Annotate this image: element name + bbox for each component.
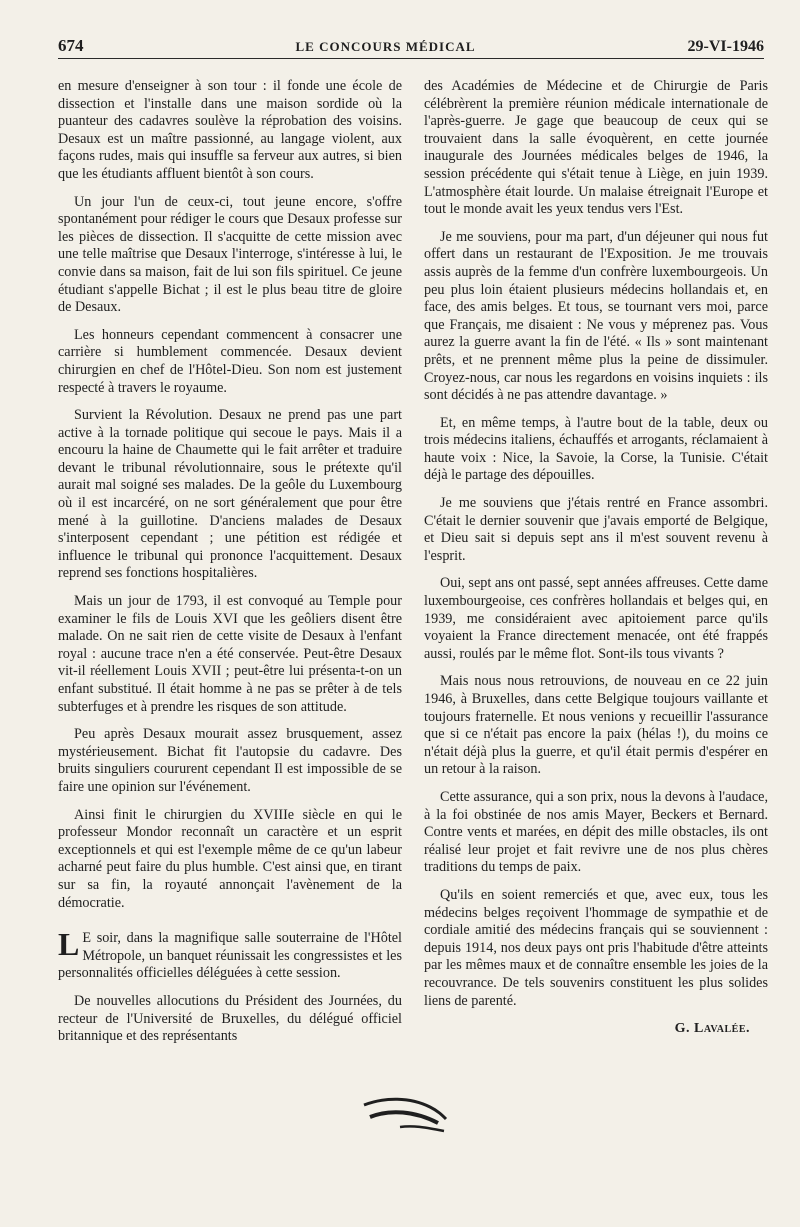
left-column xyxy=(58,78,402,1056)
issue-date: 29-VI-1946 xyxy=(687,38,764,55)
right-column xyxy=(424,78,768,1038)
ornament-flourish-icon xyxy=(360,1095,450,1135)
paragraph: Qu'ils en soient remerciés et que, avec eux, tous les médecins belges reçoivent l'hommage de sympathie et de cordiale amitié des médecins français qui se souviennent : depuis 1914, nos deux pays ont pris l'habitude d'être atteints par les mêmes maux et de connaître ensemble les joies de la recouvrance. De tels souvenirs constituent les plus solides liens de parenté. xyxy=(424,886,768,1009)
paragraph-text: E soir, dans la magnifique salle souterraine de l'Hôtel Métropole, un banquet réunissait les congressistes et les personnalités officielles déléguées à cette session. xyxy=(58,930,402,982)
paragraph: Mais un jour de 1793, il est convoqué au Temple pour examiner le fils de Louis XVI que les geôliers disent être malade. On ne sait rien de cette visite de Desaux à l'enfant royal : aucune trace n'en a été conservée. Peut-être Desaux vit-il réellement Louis XVII ; peut-être lui présenta-t-on un enfant substitué. Il était homme à ne pas se prêter à de tels subterfuges et à prendre les risques de son attitude. xyxy=(58,593,402,715)
paragraph: Je me souviens que j'étais rentré en France assombri. C'était le dernier souvenir que j'avais emporté de Belgique, et Dieu sait si depuis sept ans il m'est souvent revenu à l'esprit. xyxy=(424,495,768,564)
paragraph: Peu après Desaux mourait assez brusquement, assez mystérieusement. Bichat fit l'autopsie du cadavre. Des bruits singuliers coururent cependant Il est impossible de se faire une opinion sur l'événement. xyxy=(58,726,402,795)
paragraph: Les honneurs cependant commencent à consacrer une carrière si humblement commencée. Desaux devient chirurgien en chef de l'Hôtel-Dieu. Son nom est justement respecté à travers le royaume. xyxy=(58,326,402,396)
paragraph: Je me souviens, pour ma part, d'un déjeuner qui nous fut offert dans un restaurant de l'Exposition. Je me trouvais assis auprès de la femme d'un confrère luxembourgeois. Un peu plus loin étaient plusieurs médecins hollandais et, en face, des amis belges. Et tous, se tournant vers moi, parce que Français, me disaient : Ne vous y méprenez pas. Vous aurez la guerre avant la fin de l'été. « Ils » sont maintenant prêts, et ne prennent même plus la peine de dissimuler. Croyez-nous, car nous les regardons en voisins inquiets : ils sont décidés à ne pas attendre davantage. » xyxy=(424,228,768,404)
paragraph: Oui, sept ans ont passé, sept années affreuses. Cette dame luxembourgeoise, ces confrères hollandais et belges qui, en 1939, me considéraient avec apitoiement parce qu'ils voyaient la France directement menacée, ont été frappés aussi, roulés par le même flot. Sont-ils tous vivants ? xyxy=(424,575,768,662)
page-number: 674 xyxy=(58,36,84,55)
paragraph: Un jour l'un de ceux-ci, tout jeune encore, s'offre spontanément pour rédiger le cours que Desaux professe sur les pièces de dissection. Il s'acquitte de cette mission avec une telle maîtrise que Desaux l'interroge, s'intéresse à lui, le convie dans sa maison, fait de lui son fils spirituel. Ce jeune étudiant s'appelle Bichat ; il est le plus beau titre de gloire de Desaux. xyxy=(58,193,402,316)
paragraph: Survient la Révolution. Desaux ne prend pas une part active à la tornade politique qui secoue le pays. Mais il a encouru la haine de Chaumette qui le fait arrêter et traduire devant le tribunal révolutionnaire, sous le prétexte qu'il aurait mal soigné ses malades. De la geôle du Luxembourg où il est incarcéré, on ne sort généralement que pour être mené à la guillotine. D'anciens malades de Desaux s'interposent cependant ; une pétition est rédigée et influence le tribunal qui prononce l'acquittement. Desaux reprend ses fonctions hospitalières. xyxy=(58,407,402,582)
journal-title: LE CONCOURS MÉDICAL xyxy=(295,39,476,54)
author-signature: G. Lavalée. xyxy=(674,1021,750,1037)
paragraph: en mesure d'enseigner à son tour : il fonde une école de dissection et l'installe dans une maison sordide où la puanteur des cadavres soulève la réprobation des voisins. Desaux est un maître passionné, au langage violent, aux façons rudes, mais qui insuffle sa ferveur aux autres, si bien que les étudiants affluent bientôt à son cours. xyxy=(58,78,402,182)
drop-cap: L xyxy=(58,926,80,963)
paragraph: Cette assurance, qui a son prix, nous la devons à l'audace, à la foi obstinée de nos amis Mayer, Beckers et Bernard. Contre vents et marées, en dépit des mille obstacles, ils ont réalisé leur projet et fait revivre une de nos plus chères traditions du temps de paix. xyxy=(424,788,768,876)
paragraph-banquet xyxy=(58,926,402,983)
running-header xyxy=(58,36,764,59)
paragraph: De nouvelles allocutions du Président des Journées, du recteur de l'Université de Bruxelles, du délégué officiel britannique et des représentants xyxy=(58,992,402,1045)
paragraph: Ainsi finit le chirurgien du XVIIIe siècle en qui le professeur Mondor reconnaît un caractère et un esprit exceptionnels et qui est l'exemple même de ce qu'un labeur acharné peut faire du plus humble. C'est ainsi que, en tirant sur sa fin, la royauté annonçait l'avènement de la démocratie. xyxy=(58,806,402,911)
paragraph: des Académies de Médecine et de Chirurgie de Paris célébrèrent la première réunion médicale internationale de l'après-guerre. Je gage que beaucoup de ceux qui se trouvaient dans la salle évoquèrent, en cette journée inaugurale des Journées médicales belges de 1946, la session précédente qui s'était tenue à Liège, en juin 1939. L'atmosphère était lourde. Un malaise étreignait l'Europe et tout le monde avait les yeux tendus vers l'Est. xyxy=(424,78,768,218)
paragraph: Mais nous nous retrouvions, de nouveau en ce 22 juin 1946, à Bruxelles, dans cette Belgique toujours vaillante et toujours fraternelle. Et nous venions y recueillir l'assurance que si ce n'était pas encore la paix (hélas !), du moins ce n'était déjà plus la guerre, et qu'il était permis d'espérer en un retour à la raison. xyxy=(424,673,768,778)
paragraph: Et, en même temps, à l'autre bout de la table, deux ou trois médecins italiens, échauffés et arrogants, réclamaient à haute voix : Nice, la Savoie, la Corse, la Tunisie. C'était déjà le partage des dépouilles. xyxy=(424,414,768,484)
